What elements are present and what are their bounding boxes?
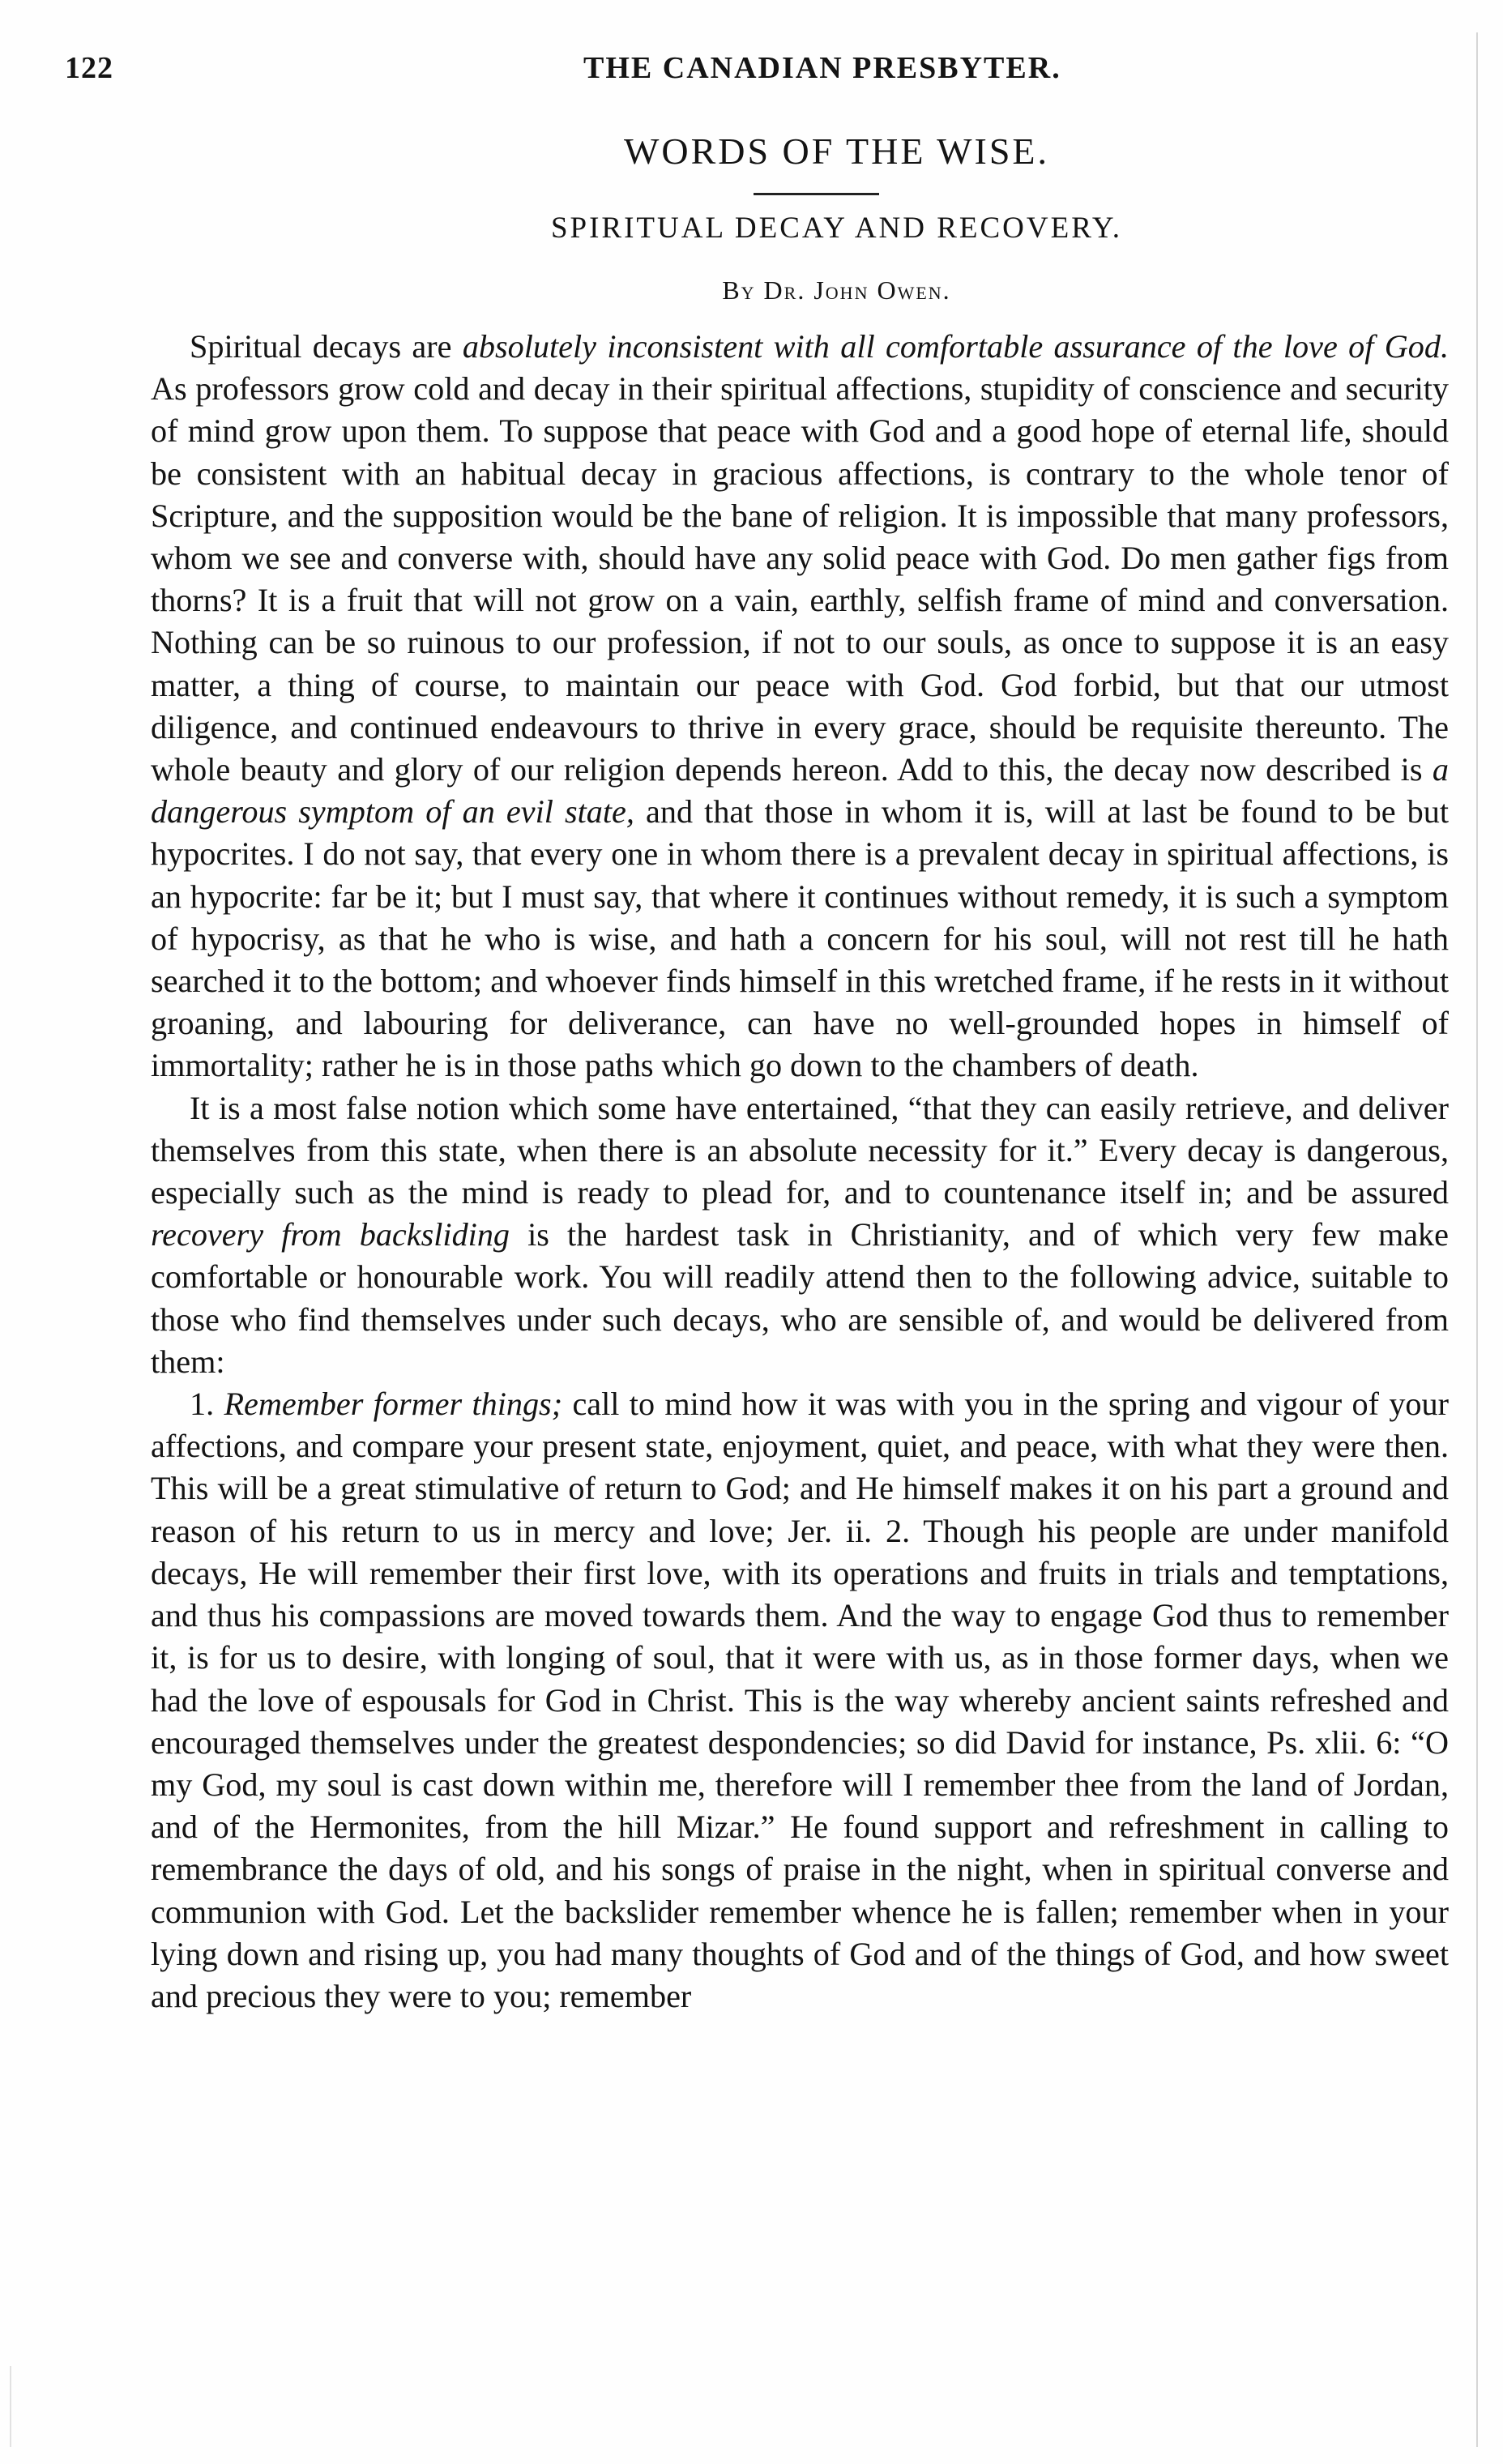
article-byline: By Dr. John Owen. xyxy=(722,275,951,305)
article-body xyxy=(151,326,1449,2018)
title-rule xyxy=(754,193,879,195)
paragraph-2-italic-b: recovery from backsliding xyxy=(151,1216,510,1253)
paragraph-1-text-e: and that those in whom it is, will at last be found to be but hypocrites. I do not say, that every one in whom there is a prevalent decay in spiritual affections, is an hypocrite: far be it; but I must say, that where it continues without remedy, it is such a symptom of hypocrisy, as that he who is wise, and hath a concern for his soul, will not rest till he hath searched it to the bottom; and whoever finds himself in this wretched frame, if he rests in it without groaning, and labouring for deliverance, can have no well-grounded hopes in himself of immortality; rather he is in those paths which go down to the chambers of death. xyxy=(151,793,1449,1084)
paragraph-2-text-c: is the hardest task in Christianity, and of which very few make comfortable or honourable work. You will readily attend then to the following advice, suitable to those who find themselves under such decays, who are sensible of, and would be delivered from them: xyxy=(151,1216,1449,1380)
page-number: 122 xyxy=(65,51,113,85)
article-title: SPIRITUAL DECAY AND RECOVERY. xyxy=(550,211,1123,245)
running-head: THE CANADIAN PRESBYTER. xyxy=(583,51,1061,85)
binding-mark xyxy=(10,2366,11,2447)
section-title: WORDS OF THE WISE. xyxy=(623,130,1050,172)
paragraph-3 xyxy=(151,1383,1449,2018)
paragraph-1-text-a: Spiritual decays are xyxy=(190,328,463,365)
paragraph-1-text-c: As professors grow cold and decay in their spiritual affections, stupidity of conscience and security of mind grow upon them. To suppose that peace with God and a good hope of eternal life, should be consistent with an habitual decay in gracious affections, is contrary to the whole tenor of Scripture, and the supposition would be the bane of religion. It is impossible that many professors, whom we see and converse with, should have any solid peace with God. Do men gather figs from thorns? It is a fruit that will not grow on a vain, earthly, selfish frame of mind and conversation. Nothing can be so ruinous to our profession, if not to our souls, as once to suppose it is an easy matter, a thing of course, to maintain our peace with God. God forbid, but that our utmost diligence, and continued endeavours to thrive in every grace, should be requisite thereunto. The whole beauty and glory of our religion depends hereon. Add to this, the decay now described is xyxy=(151,370,1449,788)
paragraph-1-italic-b: absolutely inconsistent with all comfortable assurance of the love of God. xyxy=(462,328,1449,365)
paragraph-3-text-a: 1. xyxy=(190,1386,224,1423)
paragraph-3-text-c: call to mind how it was with you in the spring and vigour of your affections, and compare your present state, enjoyment, quiet, and peace, with what they were then. This will be a great stimulative of return to God; and He himself makes it on his part a ground and reason of his return to us in mercy and love; Jer. ii. 2. Though his people are under manifold decays, He will remember their first love, with its operations and fruits in trials and temptations, and thus his compassions are moved towards them. And the way to engage God thus to remember it, is for us to desire, with longing of soul, that it were with us, as in those former days, when we had the love of espousals for God in Christ. This is the way whereby ancient saints refreshed and encouraged themselves under the greatest despondencies; so did David for instance, Ps. xlii. 6: “O my God, my soul is cast down within me, therefore will I remember thee from the land of Jordan, and of the Hermonites, from the hill Mizar.” He found support and refreshment in calling to remembrance the days of old, and his songs of praise in the night, when in spiritual converse and communion with God. Let the backslider remember whence he is fallen; remember when in your lying down and rising up, you had many thoughts of God and of the things of God, and how sweet and precious they were to you; remember xyxy=(151,1386,1450,2014)
paragraph-2 xyxy=(151,1087,1449,1383)
paragraph-2-text-a: It is a most false notion which some have entertained, “that they can easily retrieve, and deliver themselves from this state, when there is an absolute necessity for it.” Every decay is dangerous, especially such as the mind is ready to plead for, and to countenance itself in; and be assured xyxy=(151,1089,1449,1211)
paragraph-1-italic-d: a dangerous symptom of an evil state, xyxy=(151,751,1449,831)
paragraph-1 xyxy=(151,326,1449,1087)
paragraph-3-italic-b: Remember former things; xyxy=(224,1386,563,1423)
page-edge-line xyxy=(1476,32,1478,2447)
page-header xyxy=(65,50,1442,99)
